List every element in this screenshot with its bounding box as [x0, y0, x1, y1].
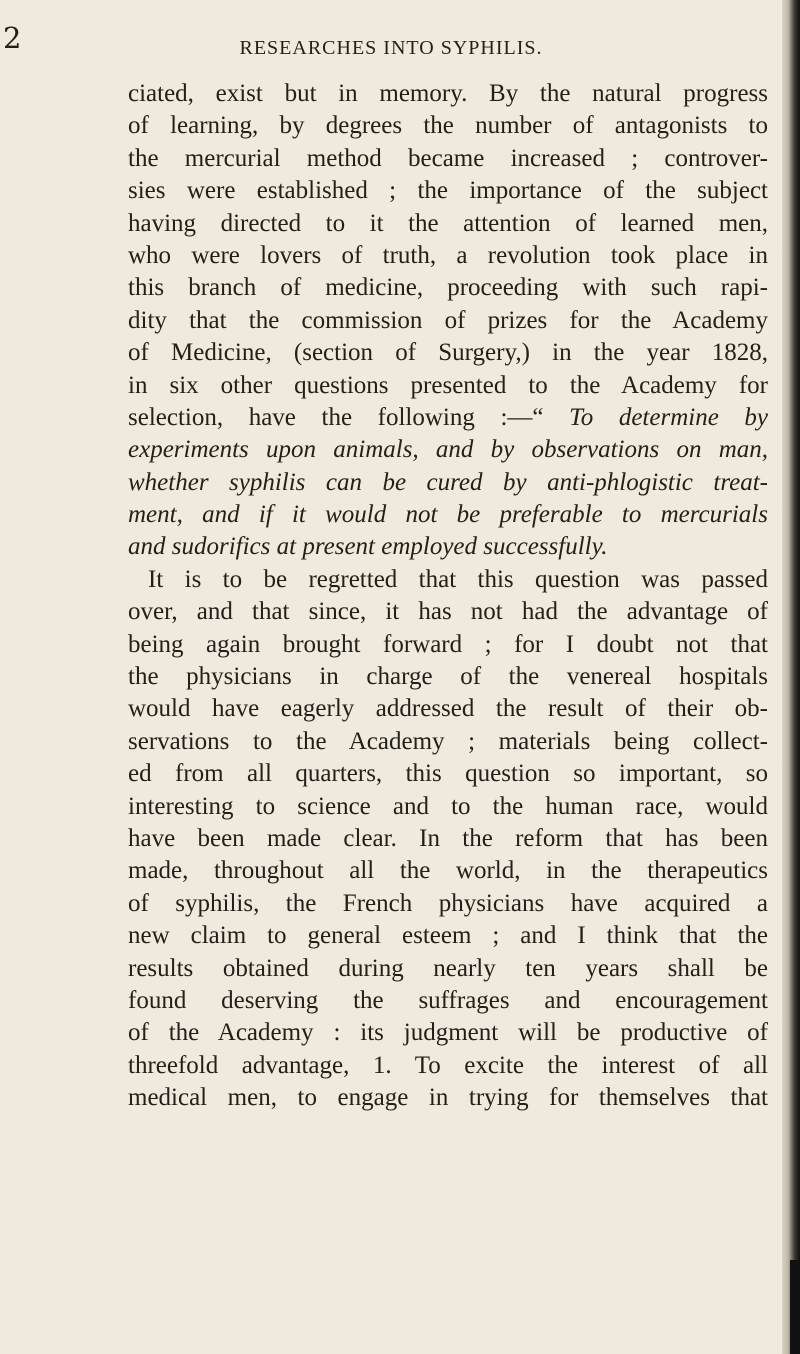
text-line — [128, 1082, 768, 1114]
text-line — [128, 370, 768, 402]
text-segment: would have eagerly addressed the result of their ob- — [128, 695, 768, 723]
text-segment: medical men, to engage in trying for themselves that — [128, 1084, 768, 1112]
text-line — [128, 693, 768, 725]
text-segment: interesting to science and to the human race, would — [128, 792, 768, 820]
text-line — [128, 110, 768, 142]
text-segment: having directed to it the attention of learned men, — [128, 209, 768, 237]
text-line — [128, 143, 768, 175]
text-line — [128, 175, 768, 207]
text-line — [128, 402, 768, 434]
text-segment: being again brought forward ; for I doubt not that — [128, 630, 768, 658]
text-segment: of syphilis, the French physicians have acquired a — [128, 889, 768, 917]
italic-text-segment: and sudorifics at present employed successfully. — [128, 533, 608, 561]
text-line — [128, 855, 768, 887]
text-line — [128, 985, 768, 1017]
text-line — [128, 434, 768, 466]
text-line — [128, 888, 768, 920]
text-segment: results obtained during nearly ten years shall be — [128, 954, 768, 982]
text-line — [128, 953, 768, 985]
text-line — [128, 208, 768, 240]
text-line — [128, 629, 768, 661]
text-line — [128, 1050, 768, 1082]
text-line — [128, 305, 768, 337]
text-segment: of learning, by degrees the number of antagonists to — [128, 112, 768, 140]
text-segment: of the Academy : its judgment will be productive of — [128, 1019, 768, 1047]
text-line — [128, 726, 768, 758]
text-line — [128, 240, 768, 272]
text-segment: this branch of medicine, proceeding with such rapi- — [128, 274, 768, 302]
text-segment: the physicians in charge of the venereal hospitals — [128, 663, 768, 691]
text-segment: threefold advantage, 1. To excite the interest of all — [128, 1051, 768, 1079]
text-line — [128, 499, 768, 531]
text-line — [128, 596, 768, 628]
text-segment: in six other questions presented to the Academy for — [128, 371, 768, 399]
text-segment: over, and that since, it has not had the advantage of — [128, 598, 768, 626]
text-line — [128, 758, 768, 790]
text-segment: ed from all quarters, this question so important, so — [128, 760, 768, 788]
body-text — [128, 78, 768, 1115]
text-line — [128, 1017, 768, 1049]
running-head: RESEARCHES INTO SYPHILIS. — [239, 37, 543, 59]
text-line — [128, 823, 768, 855]
text-line — [128, 78, 768, 110]
text-segment: servations to the Academy ; materials being collect- — [128, 727, 768, 755]
text-line — [128, 564, 768, 596]
text-segment: It is to be regretted that this question was passed — [148, 565, 768, 593]
text-segment: sies were established ; the importance of the subject — [128, 177, 768, 205]
italic-text-segment: whether syphilis can be cured by anti-phlogistic treat- — [128, 468, 768, 496]
page-number: 2 — [3, 21, 22, 55]
text-line — [128, 791, 768, 823]
text-segment: made, throughout all the world, in the therapeutics — [128, 857, 768, 885]
text-line — [128, 467, 768, 499]
text-line — [128, 661, 768, 693]
text-line — [128, 531, 768, 563]
italic-text-segment: ment, and if it would not be preferable to mercurials — [128, 501, 768, 529]
text-line — [128, 920, 768, 952]
text-segment: new claim to general esteem ; and I think that the — [128, 922, 768, 950]
text-segment: dity that the commission of prizes for the Academy — [128, 306, 768, 334]
page-edge-shadow — [782, 0, 800, 1354]
italic-text-segment: To determine by — [569, 403, 768, 431]
text-segment: have been made clear. In the reform that has been — [128, 824, 768, 852]
text-segment: who were lovers of truth, a revolution took place in — [128, 241, 768, 269]
text-line — [128, 337, 768, 369]
page-edge-dark-corner — [790, 1260, 800, 1354]
text-segment: found deserving the suffrages and encouragement — [128, 986, 768, 1014]
text-segment: the mercurial method became increased ; controver- — [128, 144, 768, 172]
text-line — [128, 272, 768, 304]
text-segment: selection, have the following :—“ — [128, 403, 570, 431]
italic-text-segment: experiments upon animals, and by observations on man, — [128, 436, 768, 464]
text-segment: of Medicine, (section of Surgery,) in the year 1828, — [128, 339, 768, 367]
text-segment: ciated, exist but in memory. By the natural progress — [128, 80, 768, 107]
